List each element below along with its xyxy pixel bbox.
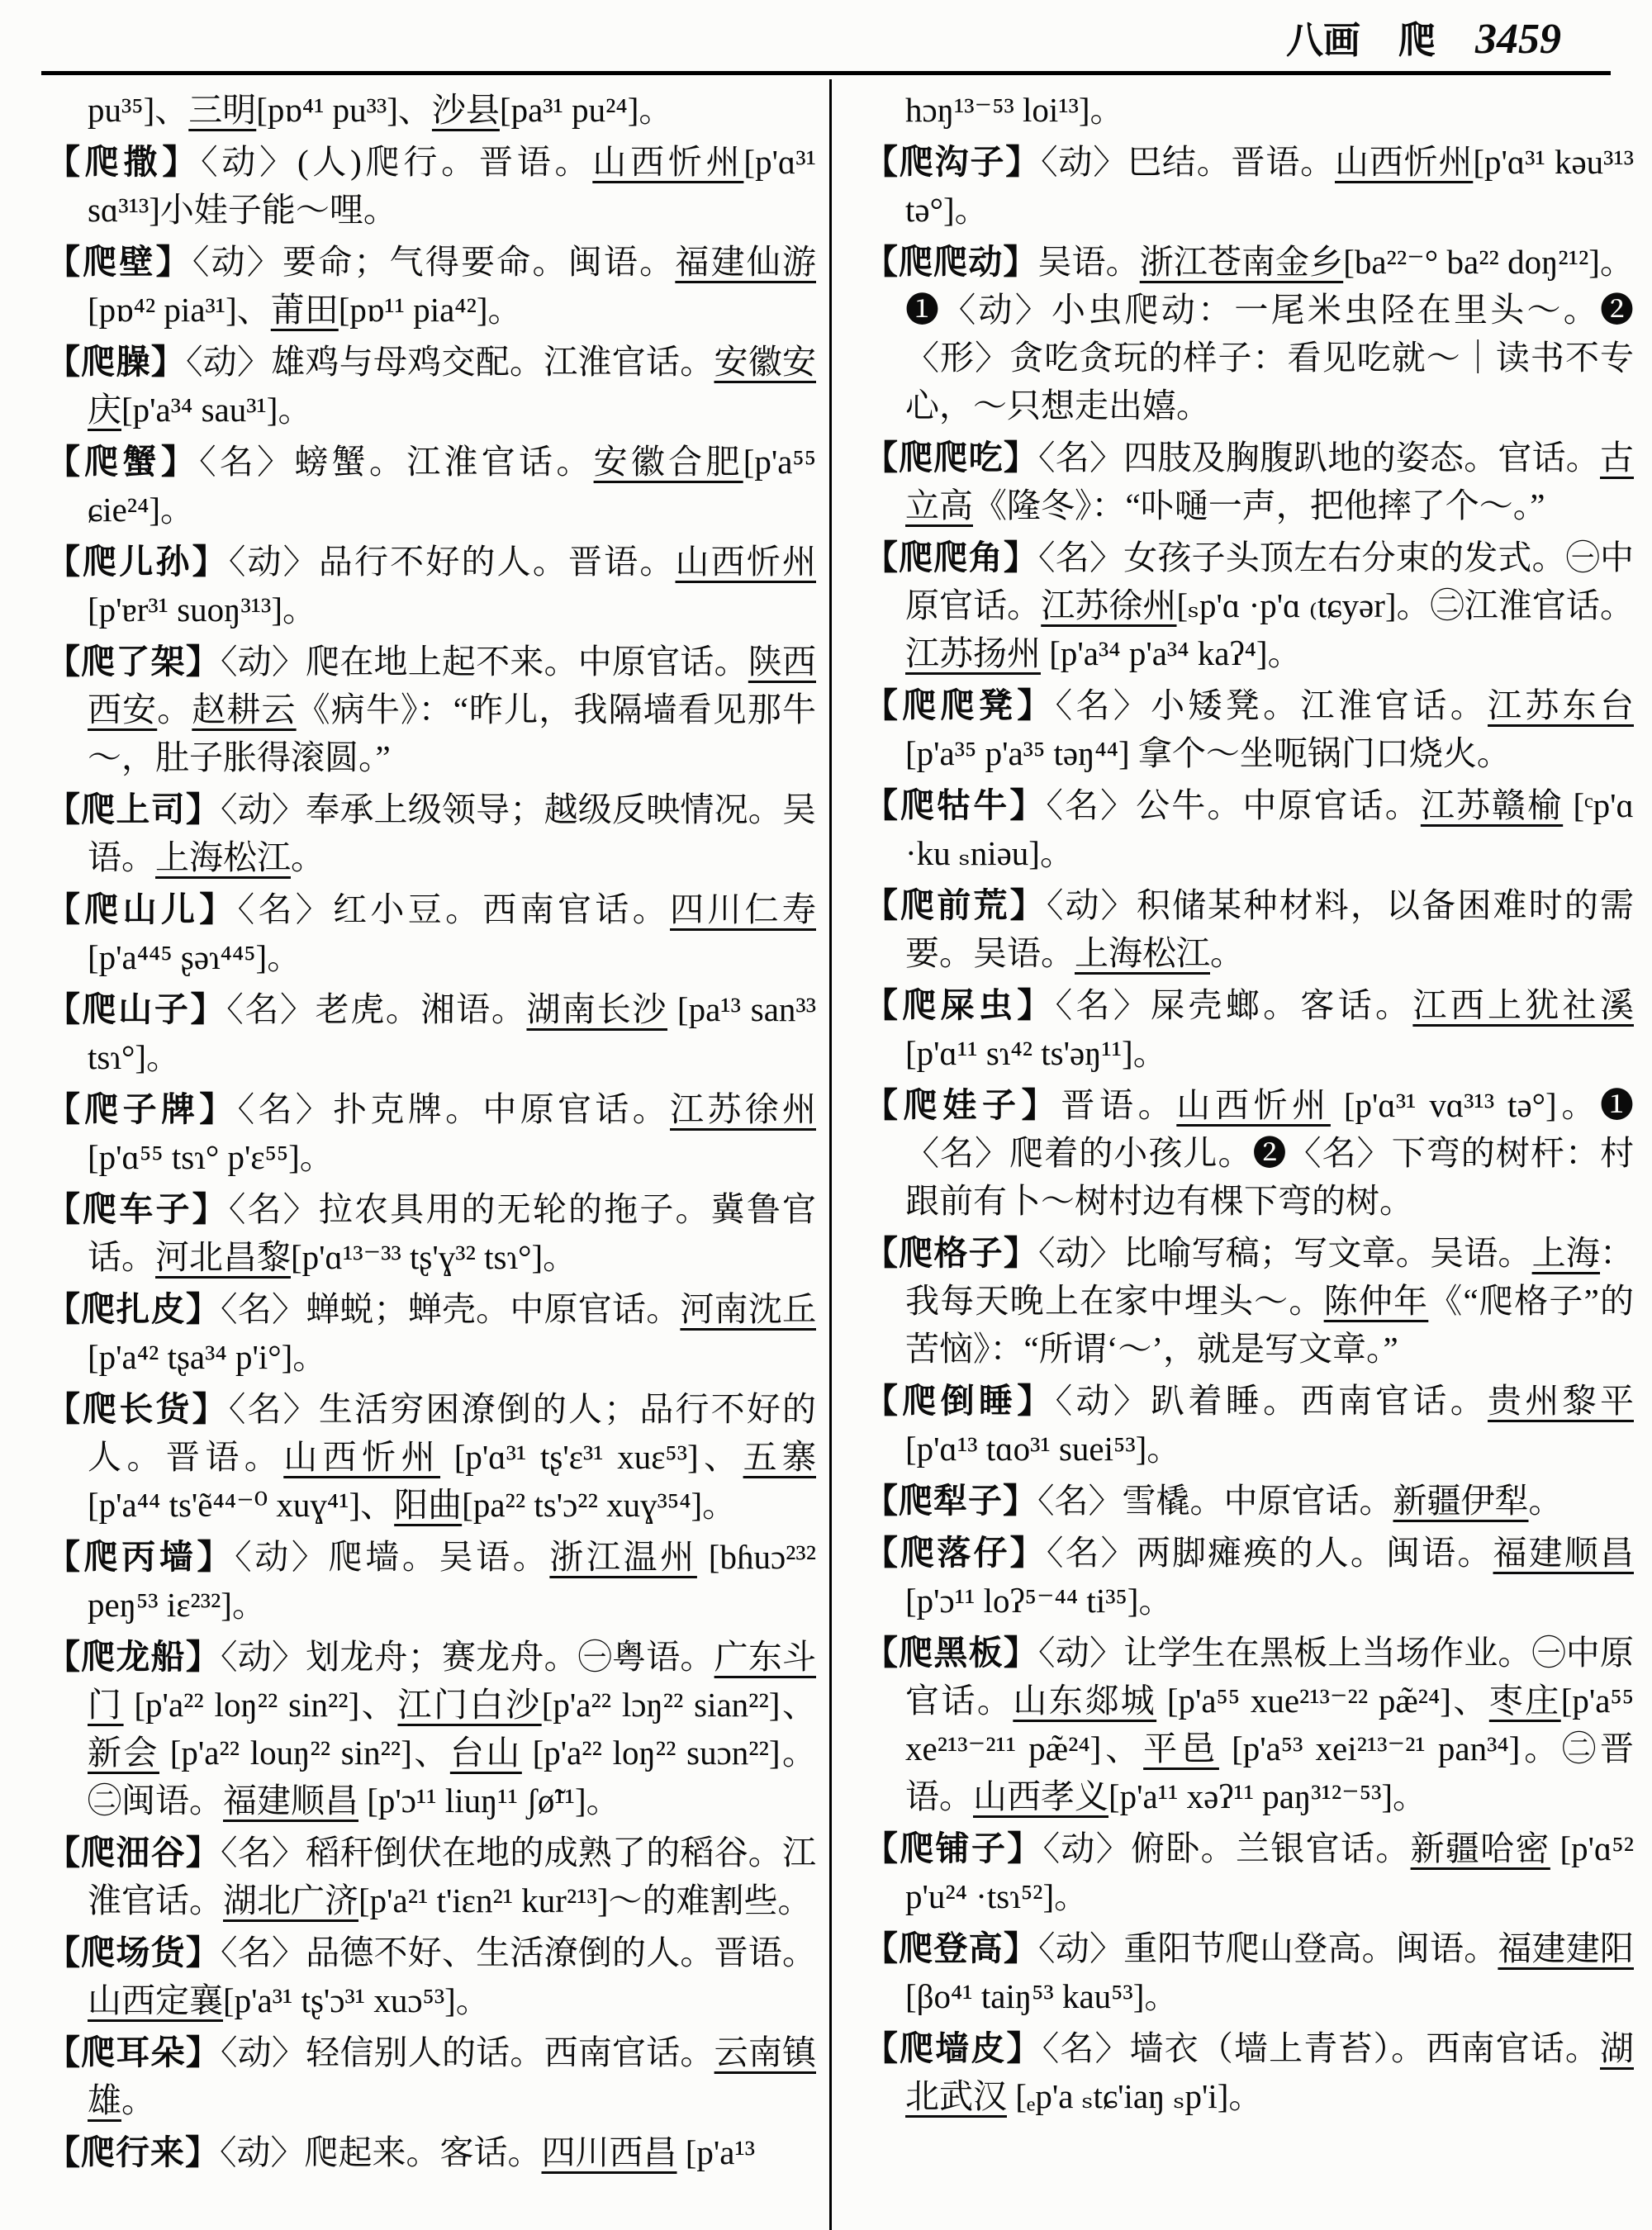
dictionary-entry: [864, 781, 1634, 877]
entry-text: [p'a⁵³ xei²¹³⁻²¹ pan³⁴]。㊁晋语。: [905, 1729, 1634, 1815]
dictionary-entry: [46, 338, 816, 434]
dictionary-entry: [864, 1629, 1634, 1820]
entry-text: 〈动〉巴结。晋语。: [1041, 143, 1336, 181]
entry-headword: 【爬爬角】: [864, 539, 1039, 576]
entry-text: 〈动〉爬在地上起不来。中原官话。: [221, 643, 748, 681]
proper-name: 山西忻州: [675, 543, 816, 581]
header-entry-character: 爬: [1398, 20, 1437, 61]
entry-text: [bɦuɔ²³² peŋ⁵³ iɛ²³²]。: [88, 1538, 816, 1624]
entry-headword: 【爬丙墙】: [46, 1538, 235, 1576]
dictionary-entry: [864, 1229, 1634, 1373]
left-column: [46, 86, 816, 2180]
proper-name: 江苏扬州: [905, 634, 1041, 672]
entry-text: 〈名〉生活穷困潦倒的人；品行不好的人。晋语。: [88, 1390, 816, 1476]
entry-headword: 【爬车子】: [46, 1190, 229, 1228]
entry-text: [p'a²¹ t'iɛn²¹ kur²¹³]～的难割些。: [358, 1881, 812, 1919]
proper-name: 福建建阳: [1498, 1929, 1634, 1967]
proper-name: 山西定襄: [88, 1981, 223, 2019]
entry-text: [p'ɑ⁵² p'u²⁴ ·tsɿ⁵²]。: [905, 1829, 1634, 1915]
entry-text: 〈动〉轻信别人的话。西南官话。: [221, 2033, 714, 2071]
proper-name: 上海: [1531, 1234, 1601, 1272]
entry-headword: 【爬爬凳】: [864, 686, 1056, 724]
entry-text: 〈动〉品行不好的人。晋语。: [228, 543, 676, 581]
dictionary-entry: [864, 138, 1634, 234]
dictionary-entry: [46, 1929, 816, 2024]
entry-headword: 【爬耳朵】: [46, 2033, 221, 2071]
entry-headword: 【爬了架】: [46, 643, 221, 681]
proper-name: 枣庄: [1488, 1682, 1561, 1720]
entry-text: 。: [291, 838, 325, 876]
proper-name: 江苏东台: [1488, 686, 1634, 724]
entry-text: [pa²² ts'ɔ²² xuɣ³⁵⁴]。: [462, 1486, 737, 1524]
entry-text: 〈名〉墙衣（墙上青苔）。西南官话。: [1042, 2029, 1601, 2067]
entry-headword: 【爬铺子】: [864, 1829, 1043, 1867]
entry-headword: 【爬爬吃】: [864, 439, 1039, 477]
proper-name: 山西孝义: [973, 1777, 1108, 1815]
proper-name: 江苏徐州: [670, 1090, 816, 1128]
proper-name: 四川仁寿: [670, 890, 816, 928]
entry-text: 〈名〉蝉蜕；蝉壳。中原官话。: [221, 1290, 681, 1328]
entry-text: 〈动〉爬墙。吴语。: [235, 1538, 550, 1576]
dictionary-entry: [864, 434, 1634, 529]
right-column: [864, 86, 1634, 2124]
dictionary-entry: [864, 2024, 1634, 2120]
proper-name: 新会: [88, 1734, 159, 1772]
dictionary-entry: [864, 681, 1634, 777]
dictionary-entry: [864, 1824, 1634, 1920]
column-divider: [829, 79, 832, 2230]
entry-text: 〈名〉雪橇。中原官话。: [1037, 1482, 1393, 1520]
header-rule: [41, 71, 1611, 75]
entry-text: 〈名〉螃蟹。江淮官话。: [199, 443, 594, 481]
entry-text: 。: [1528, 1482, 1563, 1520]
entry-headword: 【爬牯牛】: [864, 786, 1047, 824]
entry-text: 〈动〉俯卧。兰银官话。: [1042, 1829, 1411, 1867]
entry-headword: 【爬屎虫】: [864, 986, 1056, 1024]
proper-name: 上海松江: [1075, 934, 1210, 972]
entry-text: 〈动〉让学生在黑板上当场作业。㊀中原官话。: [905, 1634, 1634, 1720]
entry-text: [p'ɑ³¹ vɑ³¹³ tə°]。❶〈名〉爬着的小孩儿。❷〈名〉下弯的树杆：村跟前有卜～树村边有棵下弯的树。: [905, 1086, 1634, 1220]
entry-text: [p'ɑ⁵⁵ tsɿ° p'ɛ⁵⁵]。: [88, 1138, 334, 1176]
proper-name: 福建仙游: [675, 243, 816, 281]
dictionary-entry: [46, 985, 816, 1081]
entry-headword: 【爬扎皮】: [46, 1290, 221, 1328]
dictionary-entry: [864, 981, 1634, 1077]
proper-name: 山西忻州: [283, 1438, 441, 1476]
entry-headword: 【爬壁】: [46, 243, 192, 281]
proper-name: 赵耕云: [192, 690, 297, 728]
entry-headword: 【爬山子】: [46, 990, 227, 1028]
header-stroke-section: 八画: [1285, 20, 1360, 61]
dictionary-entry: [46, 238, 816, 334]
entry-text: 《“爬格子”的苦恼》：“所谓‘～’，就是写文章。”: [905, 1282, 1634, 1368]
entry-text: [p'ɑ³¹ kəu³¹³ tə°]。: [905, 143, 1634, 229]
dictionary-entry: [864, 881, 1634, 977]
entry-text: hɔŋ¹³⁻⁵³ loi¹³]。: [905, 91, 1124, 129]
entry-headword: 【爬黑板】: [864, 1634, 1039, 1672]
entry-text: [p'a¹¹ xəʔ¹¹ paŋ³¹²⁻⁵³]。: [1108, 1777, 1427, 1815]
entry-text: 。: [157, 690, 192, 728]
entry-text: 〈名〉小矮凳。江淮官话。: [1055, 686, 1488, 724]
entry-text: 〈名〉老虎。湘语。: [226, 990, 527, 1028]
entry-text: 《隆冬》：“卟嗵一声，把他摔了个～。”: [973, 486, 1545, 524]
entry-text: [p'a⁵⁵ ɕie²⁴]。: [88, 443, 816, 529]
proper-name: 浙江温州: [549, 1538, 697, 1576]
entry-text: 《病牛》：“昨儿，我隔墙看见那牛～，肚子胀得滚圆。”: [88, 690, 816, 776]
entry-text: 〈名〉扑克牌。中原官话。: [237, 1090, 671, 1128]
entry-text: [p'ɑ¹¹ sɿ⁴² ts'əŋ¹¹]。: [905, 1034, 1167, 1072]
entry-headword: 【爬长货】: [46, 1390, 229, 1428]
entry-headword: 【爬撒】: [46, 143, 202, 181]
entry-text: 〈名〉拉农具用的无轮的拖子。冀鲁官话。: [88, 1190, 816, 1276]
dictionary-entry: [864, 1477, 1634, 1525]
proper-name: 新疆哈密: [1410, 1829, 1550, 1867]
entry-text: [p'a⁵⁵ xue²¹³⁻²² pæ̃²⁴]、: [1156, 1682, 1489, 1720]
dictionary-entry: [46, 2128, 816, 2176]
proper-name: 山西忻州: [592, 143, 744, 181]
entry-text: [p'ɔ¹¹ liuŋ¹¹ ʃø̃¹¹]。: [358, 1782, 620, 1820]
entry-text: 〈动〉积储某种材料，以备困难时的需要。吴语。: [905, 886, 1634, 972]
entry-headword: 【爬娃子】: [864, 1086, 1061, 1124]
entry-text: 〈名〉两脚瘫痪的人。闽语。: [1046, 1534, 1493, 1572]
dictionary-entry: [46, 1285, 816, 1381]
entry-headword: 【爬子牌】: [46, 1090, 238, 1128]
entry-text: [p'ɑ³¹ tʂ'ɛ³¹ xuɛ⁵³]、: [440, 1438, 743, 1476]
entry-text: 。: [121, 2081, 155, 2119]
entry-text: 晋语。: [1061, 1086, 1177, 1124]
proper-name: 广东斗门: [88, 1638, 816, 1724]
entry-headword: 【爬爬动】: [864, 243, 1038, 281]
proper-name: 安徽安庆: [88, 343, 816, 429]
entry-text: [p'a²² louŋ²² sin²²]、: [159, 1734, 450, 1772]
dictionary-entry: [864, 534, 1634, 677]
dictionary-entry: [46, 1385, 816, 1529]
dictionary-entry: [46, 1829, 816, 1924]
entry-text: [pɒ¹¹ pia⁴²]。: [338, 291, 522, 329]
proper-name: 贵州黎平: [1488, 1382, 1634, 1420]
entry-text: [p'a³⁴ p'a³⁴ kaʔ⁴]。: [1041, 634, 1302, 672]
entry-text: [p'a⁵⁵ xe²¹³⁻²¹¹ pæ̃²⁴]、: [905, 1682, 1634, 1767]
entry-text: 〈动〉(人)爬行。晋语。: [201, 143, 593, 181]
entry-text: 。: [1210, 934, 1244, 972]
entry-text: [p'ɑ¹³ tɑo³¹ suei⁵³]。: [905, 1430, 1181, 1468]
entry-text: [ₑp'a ₛtɕ'iaŋ ₛp'i]。: [1007, 2077, 1263, 2115]
proper-name: 福建顺昌: [223, 1782, 358, 1820]
proper-name: 古立高: [905, 439, 1634, 524]
entry-text: 〈名〉四肢及胸腹趴地的姿态。官话。: [1038, 439, 1601, 477]
proper-name: 福建顺昌: [1493, 1534, 1634, 1572]
entry-continuation: [864, 86, 1634, 134]
proper-name: 山西忻州: [1176, 1086, 1331, 1124]
entry-headword: 【爬落仔】: [864, 1534, 1047, 1572]
entry-text: [p'a³¹ tʂ'ɔ³¹ xuɔ⁵³]。: [223, 1981, 490, 2019]
entry-text: 〈名〉公牛。中原官话。: [1046, 786, 1421, 824]
proper-name: 湖北广济: [223, 1881, 358, 1919]
dictionary-entry: [864, 1377, 1634, 1473]
entry-text: 〈动〉爬起来。客话。: [220, 2133, 542, 2171]
entry-headword: 【爬前荒】: [864, 886, 1047, 924]
proper-name: 河北昌黎: [155, 1238, 291, 1276]
proper-name: 云南镇雄: [88, 2033, 816, 2119]
dictionary-entry: [46, 2028, 816, 2124]
page-number: 3459: [1475, 16, 1561, 63]
entry-text: [p'ɑ¹³⁻³³ tʂ'ɣ³² tsɿ°]。: [291, 1238, 577, 1276]
proper-name: 安徽合肥: [593, 443, 743, 481]
entry-text: 〈名〉稻秆倒伏在地的成熟了的稻谷。江淮官话。: [88, 1834, 816, 1919]
page-header: [1286, 10, 1561, 64]
proper-name: 新疆伊犁: [1393, 1482, 1529, 1520]
proper-name: 陕西西安: [88, 643, 816, 728]
proper-name: 河南沈丘: [680, 1290, 816, 1328]
proper-name: 江苏赣榆: [1420, 786, 1564, 824]
dictionary-entry: [46, 1185, 816, 1281]
dictionary-entry: [46, 1533, 816, 1629]
dictionary-entry: [864, 238, 1634, 429]
entry-text: 吴语。: [1037, 243, 1140, 281]
dictionary-entry: [864, 1924, 1634, 2020]
entry-headword: 【爬龙船】: [46, 1638, 221, 1676]
entry-text: [ba²²⁻° ba²² doŋ²¹²]。❶〈动〉小虫爬动：一尾米虫陉在里头～。❷〈形〉贪吃贪玩的样子：看见吃就～｜读书不专心，～只想走出嬉。: [905, 243, 1634, 425]
entry-text: [βo⁴¹ taiŋ⁵³ kau⁵³]。: [905, 1977, 1179, 2015]
entry-text: 〈名〉屎壳螂。客话。: [1055, 986, 1413, 1024]
entry-text: 〈名〉红小豆。西南官话。: [237, 890, 671, 928]
dictionary-entry: [46, 785, 816, 881]
proper-name: 五寨: [743, 1438, 816, 1476]
entry-text: 〈动〉要命；气得要命。闽语。: [192, 243, 676, 281]
entry-text: [pɒ⁴¹ pu³³]、: [256, 91, 432, 129]
dictionary-entry: [46, 1633, 816, 1824]
proper-name: 江苏徐州: [1041, 586, 1177, 624]
entry-text: 〈名〉女孩子头顶左右分束的发式。㊀中原官话。: [905, 539, 1634, 624]
entry-headword: 【爬格子】: [864, 1234, 1039, 1272]
entry-headword: 【爬犁子】: [864, 1482, 1037, 1520]
dictionary-entry: [46, 1085, 816, 1181]
entry-headword: 【爬山儿】: [46, 890, 238, 928]
proper-name: 三明: [188, 91, 257, 129]
entry-text: [p'ɔ¹¹ loʔ⁵⁻⁴⁴ ti³⁵]。: [905, 1582, 1173, 1620]
proper-name: 平邑: [1143, 1729, 1219, 1767]
proper-name: 陈仲年: [1323, 1282, 1429, 1320]
entry-text: 〈动〉雄鸡与母鸡交配。江淮官话。: [186, 343, 714, 381]
entry-text: [p'a²² lɔŋ²² sian²²]、: [541, 1686, 816, 1724]
entry-text: [pa¹³ san³³ tsɿ°]。: [88, 990, 816, 1076]
entry-headword: 【爬臊】: [46, 343, 186, 381]
entry-headword: 【爬墙皮】: [864, 2029, 1042, 2067]
entry-text: [pɒ⁴² pia³¹]、: [88, 291, 271, 329]
dictionary-entry: [46, 438, 816, 534]
entry-text: [p'a³⁵ p'a³⁵ təŋ⁴⁴] 拿个～坐呃锅门口烧火。: [905, 734, 1511, 772]
entry-text: [p'a⁴⁴⁵ ʂəɿ⁴⁴⁵]。: [88, 938, 301, 976]
entry-text: [p'a²² loŋ²² suɔn²²]。㊁闽语。: [88, 1734, 816, 1820]
entry-text: [ᶜp'ɑ ·ku ₛniəu]。: [905, 786, 1634, 872]
entry-headword: 【爬沟子】: [864, 143, 1042, 181]
proper-name: 浙江苍南金乡: [1139, 243, 1344, 281]
entry-text: [p'a³⁴ sau³¹]。: [121, 391, 312, 429]
proper-name: 江门白沙: [397, 1686, 542, 1724]
dictionary-entry: [864, 1081, 1634, 1225]
entry-continuation: [46, 86, 816, 134]
proper-name: 湖北武汉: [905, 2029, 1634, 2115]
entry-headword: 【爬倒睡】: [864, 1382, 1056, 1420]
entry-text: 〈动〉重阳节爬山登高。闽语。: [1038, 1929, 1498, 1967]
entry-text: [p'a²² loŋ²² sin²²]、: [123, 1686, 398, 1724]
entry-text: pu³⁵]、: [88, 91, 189, 129]
entry-headword: 【爬沺谷】: [46, 1834, 221, 1872]
entry-text: [p'ɐr³¹ suoŋ³¹³]。: [88, 591, 316, 629]
proper-name: 台山: [449, 1734, 522, 1772]
proper-name: 山东郯城: [1013, 1682, 1157, 1720]
proper-name: 四川西昌: [541, 2133, 677, 2171]
entry-text: [p'a¹³: [676, 2133, 756, 2171]
proper-name: 江西上犹社溪: [1412, 986, 1634, 1024]
entry-text: 〈名〉品德不好、生活潦倒的人。晋语。: [221, 1933, 816, 1971]
entry-headword: 【爬儿孙】: [46, 543, 229, 581]
entry-text: ：我每天晚上在家中埋头～。: [905, 1234, 1634, 1320]
entry-text: 〈动〉比喻写稿；写文章。吴语。: [1038, 1234, 1532, 1272]
entry-text: 〈动〉奉承上级领导；越级反映情况。吴语。: [88, 790, 816, 876]
dictionary-entry: [46, 538, 816, 633]
entry-text: [pa³¹ pu²⁴]。: [499, 91, 673, 129]
proper-name: 沙县: [431, 91, 500, 129]
proper-name: 山西忻州: [1335, 143, 1474, 181]
dictionary-entry: [46, 638, 816, 781]
entry-headword: 【爬行来】: [46, 2133, 220, 2171]
proper-name: 上海松江: [155, 838, 291, 876]
entry-text: 〈动〉趴着睡。西南官话。: [1055, 1382, 1488, 1420]
entry-text: [p'a⁴⁴ ts'ẽ⁴⁴⁻⁰ xuɣ⁴¹]、: [88, 1486, 395, 1524]
dictionary-entry: [46, 885, 816, 981]
entry-text: 〈动〉划龙舟；赛龙舟。㊀粤语。: [221, 1638, 714, 1676]
entry-text: [ₛp'ɑ ·p'ɑ ₍tɕyər]。㊁江淮官话。: [1176, 586, 1634, 624]
proper-name: 莆田: [270, 291, 339, 329]
proper-name: 湖南长沙: [526, 990, 668, 1028]
entry-text: [p'a⁴² tʂa³⁴ p'i°]。: [88, 1338, 327, 1376]
dictionary-entry: [864, 1529, 1634, 1625]
entry-headword: 【爬登高】: [864, 1929, 1039, 1967]
proper-name: 阳曲: [394, 1486, 463, 1524]
dictionary-entry: [46, 138, 816, 234]
entry-headword: 【爬场货】: [46, 1933, 221, 1971]
entry-headword: 【爬蟹】: [46, 443, 200, 481]
entry-headword: 【爬上司】: [46, 790, 221, 828]
entry-text: [p'ɑ³¹ sɑ³¹³]小娃子能～哩。: [88, 143, 816, 229]
